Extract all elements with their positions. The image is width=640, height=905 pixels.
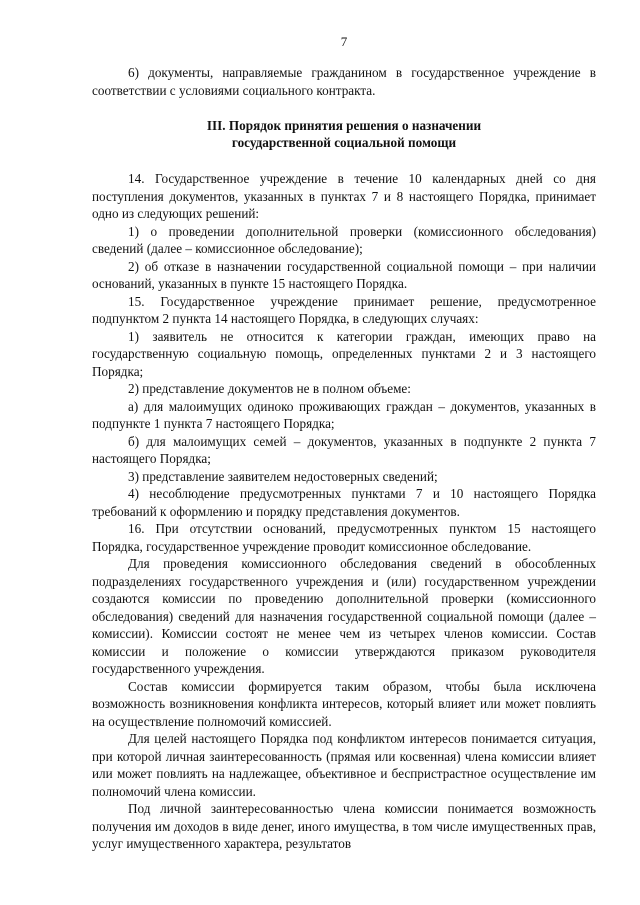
intro-paragraph: 6) документы, направляемые гражданином в государственное учреждение в соответствии с условиями социального контракта. <box>92 65 596 98</box>
paragraph-15-item-4: 4) несоблюдение предусмотренных пунктами 7 и 10 настоящего Порядка требований к оформлению и порядку представления документов. <box>92 486 596 519</box>
paragraph-15-item-2b: б) для малоимущих семей – документов, указанных в подпункте 2 пункта 7 настоящего Порядка; <box>92 433 596 466</box>
paragraph-15-item-3: 3) представление заявителем недостоверных сведений; <box>128 468 438 484</box>
paragraph-conflict-of-interest: Для целей настоящего Порядка под конфликтом интересов понимается ситуация, при которой личная заинтересованность (прямая или косвенная) члена комиссии влияет или может повлиять на надлежащее, объективное и беспристрастное осуществление им полномочий члена комиссии. <box>92 731 596 799</box>
paragraph-personal-interest: Под личной заинтересованностью члена комиссии понимается возможность получения им доходов в виде денег, иного имущества, в том числе имущественных прав, услуг имущественного характера, результатов <box>92 801 596 851</box>
paragraph-14-item-2: 2) об отказе в назначении государственной социальной помощи – при наличии оснований, указанных в пункте 15 настоящего Порядка. <box>92 258 596 291</box>
paragraph-15-item-2a: а) для малоимущих одиноко проживающих граждан – документов, указанных в подпункте 1 пункта 7 настоящего Порядка; <box>92 398 596 431</box>
paragraph-16: 16. При отсутствии оснований, предусмотренных пунктом 15 настоящего Порядка, государственное учреждение проводит комиссионное обследование. <box>92 521 596 554</box>
section-heading-line-2: государственной социальной помощи <box>231 135 457 150</box>
paragraph-14: 14. Государственное учреждение в течение 10 календарных дней со дня поступления документов, указанных в пунктах 7 и 8 настоящего Порядка, принимает одно из следующих решений: <box>92 171 596 221</box>
paragraph-15-item-2: 2) представление документов не в полном объеме: <box>128 381 411 396</box>
paragraph-14-item-1: 1) о проведении дополнительной проверки (комиссионного обследования) сведений (далее – комиссионное обследование); <box>92 223 596 256</box>
section-heading-line-1: III. Порядок принятия решения о назначении <box>206 118 482 133</box>
section-heading <box>92 117 596 151</box>
paragraph-15-item-1: 1) заявитель не относится к категории граждан, имеющих право на государственную социальную помощь, определенных пунктами 2 и 3 настоящего Порядка; <box>92 328 596 379</box>
page-number: 7 <box>340 34 348 49</box>
paragraph-commission-composition: Состав комиссии формируется таким образом, чтобы была исключена возможность возникновения конфликта интересов, который влияет или может повлиять на осуществление полномочий комиссией. <box>92 678 596 729</box>
paragraph-commissions: Для проведения комиссионного обследования сведений в обособленных подразделениях государственного учреждения и (или) государственном учреждении создаются комиссии по проведению дополнительной проверки (комиссионного обследования) сведений для назначения государственной социальной помощи (далее – комиссии). Комиссии состоят не менее чем из четырех членов комиссии. Состав комиссии и положение о комиссии утверждаются приказом руководителя государственного учреждения. <box>92 556 596 676</box>
document-page <box>92 34 596 853</box>
paragraph-15: 15. Государственное учреждение принимает решение, предусмотренное подпунктом 2 пункта 14 настоящего Порядка, в следующих случаях: <box>92 293 596 326</box>
